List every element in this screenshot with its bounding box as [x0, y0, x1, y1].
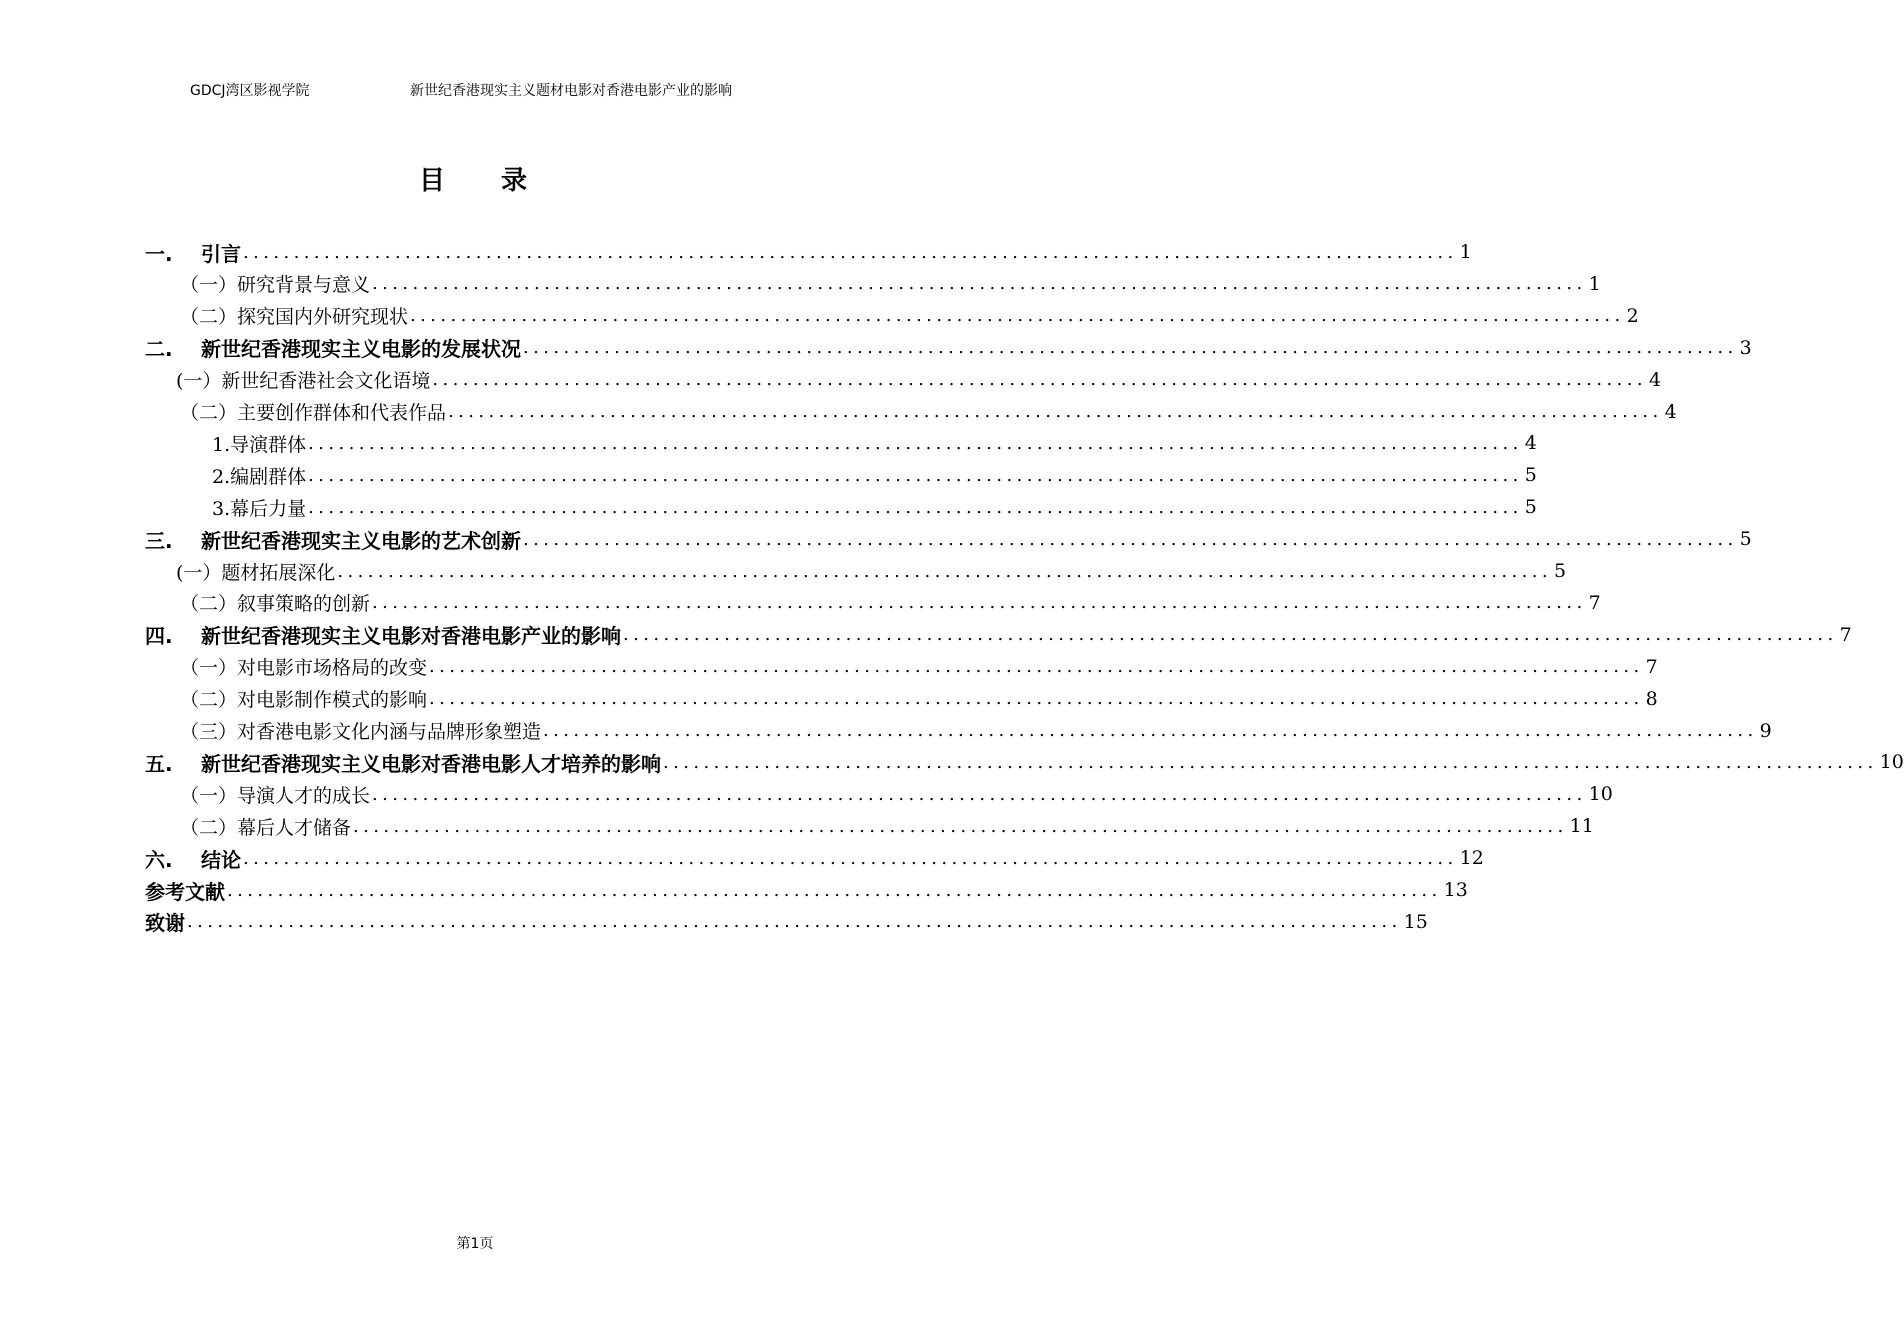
toc-entry-text: (一）新世纪香港社会文化语境 [176, 370, 431, 393]
toc-entry-text: 致谢 [145, 911, 185, 936]
toc-entry-page-number: 15 [1403, 910, 1428, 933]
toc-dot-leader: ........................................................................................................................ [308, 432, 1523, 454]
header-institution: GDCJ湾区影视学院 [190, 83, 310, 99]
toc-entry-label [180, 589, 370, 616]
toc-entry-text: 新世纪香港现实主义电影的艺术创新 [201, 528, 521, 553]
toc-entry-number: 六. [145, 847, 173, 872]
toc-entry-page-number: 1 [1588, 272, 1601, 295]
toc-dot-leader: ........................................................................................................................ [337, 560, 1553, 582]
toc-entry-label [145, 238, 241, 267]
toc-entry-number: 一. [145, 241, 173, 266]
toc-dot-leader: ........................................................................................................................ [429, 656, 1644, 678]
toc-dot-leader: ........................................................................................................................ [663, 751, 1878, 773]
toc-entry-page-number: 7 [1839, 623, 1852, 646]
toc-entry-page-number: 10 [1879, 751, 1904, 774]
header-thesis-title: 新世纪香港现实主义题材电影对香港电影产业的影响 [410, 83, 732, 99]
toc-entry[interactable] [212, 427, 1537, 459]
toc-dot-leader: ........................................................................................................................ [623, 624, 1838, 646]
toc-entry-page-number: 3 [1739, 336, 1752, 359]
toc-dot-leader: ........................................................................................................................ [432, 369, 1648, 391]
toc-entry[interactable] [145, 874, 1468, 906]
toc-entry-label [212, 494, 306, 521]
toc-entry-label [145, 876, 225, 905]
toc-entry-page-number: 7 [1588, 591, 1601, 614]
toc-entry-page-number: 5 [1524, 464, 1537, 487]
toc-entry-label [180, 781, 370, 808]
page-number: 第1页 [456, 1236, 494, 1252]
toc-entry-page-number: 5 [1554, 560, 1567, 582]
toc-entry-label [145, 620, 621, 649]
toc-entry-page-number: 4 [1524, 432, 1537, 455]
toc-dot-leader: ........................................................................................................................ [308, 464, 1523, 486]
toc-dot-leader: ........................................................................................................................ [410, 305, 1625, 327]
toc-entry-page-number: 4 [1649, 368, 1662, 391]
toc-entry-text: 新世纪香港现实主义电影对香港电影产业的影响 [201, 624, 621, 649]
toc-entry[interactable] [145, 523, 1752, 555]
toc-entry[interactable] [145, 842, 1484, 874]
toc-entry-text: （一）研究背景与意义 [180, 274, 371, 297]
toc-entry-label [145, 844, 241, 873]
toc-entry-number: 二. [145, 337, 173, 362]
toc-entry[interactable] [180, 715, 1772, 747]
toc-entry-text: 1.导演群体 [212, 433, 307, 456]
toc-entry-label [212, 430, 306, 457]
toc-entry-text: （二）对电影制作模式的影响 [180, 689, 428, 712]
toc-dot-leader: ........................................................................................................................ [243, 241, 1458, 263]
toc-entry-text: （一）对电影市场格局的改变 [180, 657, 428, 680]
toc-entry[interactable] [180, 810, 1594, 842]
toc-entry[interactable] [145, 746, 1904, 778]
toc-entry-page-number: 5 [1524, 496, 1537, 519]
toc-title-char-2: 录 [501, 166, 532, 196]
toc-entry-text: （二）幕后人才储备 [180, 816, 352, 839]
toc-entry-label [145, 748, 661, 777]
toc-entry[interactable] [145, 332, 1752, 364]
toc-dot-leader: ........................................................................................................................ [429, 688, 1644, 710]
toc-entry-label [180, 398, 446, 425]
toc-dot-leader: ........................................................................................................................ [187, 911, 1402, 933]
toc-dot-leader: ........................................................................................................................ [523, 337, 1738, 359]
toc-entry-text: 2.编剧群体 [212, 465, 307, 488]
toc-entry[interactable] [180, 651, 1658, 683]
toc-dot-leader: ........................................................................................................................ [448, 401, 1663, 422]
toc-entry[interactable] [145, 906, 1428, 938]
toc-entry-text: （二）叙事策略的创新 [180, 593, 371, 616]
toc-entry-text: 新世纪香港现实主义电影的发展状况 [201, 337, 521, 362]
toc-entry-text: 新世纪香港现实主义电影对香港电影人才培养的影响 [201, 751, 661, 776]
toc-dot-leader: ........................................................................................................................ [308, 496, 1523, 518]
toc-entry-text: (一）题材拓展深化 [176, 561, 336, 584]
toc-dot-leader: ........................................................................................................................ [372, 783, 1587, 805]
toc-entry[interactable] [176, 364, 1662, 396]
toc-entry-text: （二）探究国内外研究现状 [180, 306, 409, 329]
toc-entry-text: 引言 [201, 241, 241, 266]
toc-entry[interactable] [180, 587, 1601, 619]
toc-entry[interactable] [212, 459, 1537, 491]
toc-entry-text: 结论 [201, 847, 241, 872]
toc-entry-label [180, 717, 541, 744]
toc-entry-text: （三）对香港电影文化内涵与品牌形象塑造 [180, 721, 542, 743]
toc-entry-label [180, 270, 370, 297]
toc-entry-page-number: 9 [1759, 719, 1772, 742]
toc-entry-label [145, 525, 521, 554]
toc-dot-leader: ........................................................................................................................ [227, 879, 1442, 901]
toc-dot-leader: ........................................................................................................................ [523, 528, 1738, 550]
toc-title-char-1: 目 [418, 166, 449, 196]
toc-entry-page-number: 13 [1443, 879, 1468, 901]
toc-entry-label [212, 462, 306, 489]
toc-dot-leader: ........................................................................................................................ [372, 592, 1587, 614]
toc-entry-page-number: 10 [1588, 783, 1613, 806]
toc-entry[interactable] [212, 491, 1537, 523]
toc-entry-label [180, 685, 427, 712]
toc-entry[interactable] [145, 236, 1472, 268]
toc-title [0, 160, 950, 197]
toc-entry-label [145, 907, 185, 936]
toc-entry-text: 参考文献 [145, 879, 225, 904]
toc-entry[interactable] [176, 555, 1567, 587]
toc-entry-page-number: 2 [1626, 304, 1639, 327]
toc-entry-label [180, 302, 408, 329]
toc-dot-leader: ........................................................................................................................ [353, 815, 1568, 837]
toc-entry-number: 四. [145, 624, 173, 649]
toc-entry-page-number: 7 [1645, 655, 1658, 678]
toc-entry-number: 三. [145, 528, 173, 553]
toc-entry-text: 3.幕后力量 [212, 497, 307, 520]
toc-dot-leader: ........................................................................................................................ [372, 273, 1587, 295]
toc-dot-leader: ........................................................................................................................ [543, 720, 1758, 741]
toc-entry[interactable] [180, 396, 1677, 428]
toc-entry-page-number: 5 [1739, 528, 1752, 551]
toc-entry-page-number: 12 [1459, 847, 1484, 870]
toc-entry-page-number: 4 [1664, 400, 1677, 423]
toc-entry[interactable] [180, 778, 1613, 810]
toc-entry[interactable] [180, 300, 1639, 332]
toc-entry[interactable] [180, 683, 1658, 715]
toc-entry-text: （二）主要创作群体和代表作品 [180, 402, 447, 424]
toc-entry-label [176, 366, 430, 393]
toc-entry-page-number: 11 [1569, 815, 1594, 838]
toc-entry-text: （一）导演人才的成长 [180, 784, 371, 807]
toc-entry-number: 五. [145, 751, 173, 776]
toc-entry[interactable] [145, 619, 1852, 651]
toc-entry-page-number: 1 [1459, 241, 1472, 263]
toc-entry-page-number: 8 [1645, 687, 1658, 710]
toc-entry-label [180, 653, 427, 680]
toc-entry-label [176, 558, 335, 585]
toc-entry-label [145, 333, 521, 362]
toc-dot-leader: ........................................................................................................................ [243, 847, 1458, 869]
toc-entry-label [180, 813, 351, 840]
toc-entry[interactable] [180, 268, 1601, 300]
